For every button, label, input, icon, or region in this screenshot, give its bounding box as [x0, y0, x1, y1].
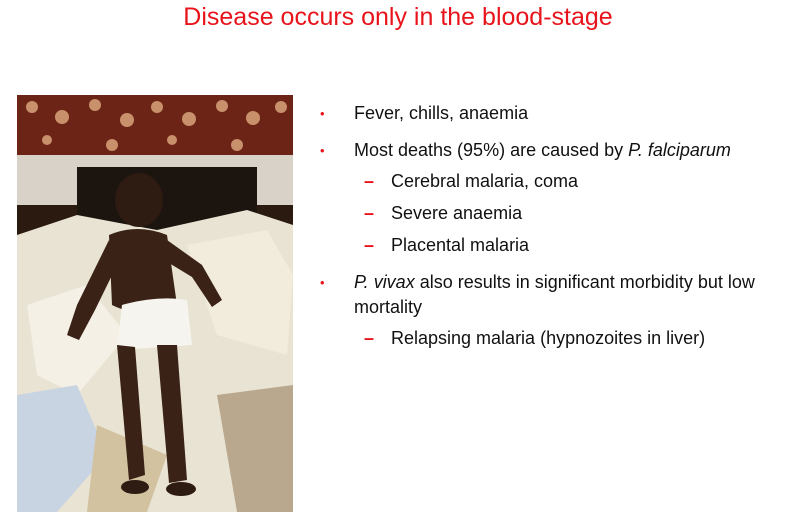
bullet-item-3	[320, 270, 790, 320]
dash-marker: –	[364, 235, 375, 255]
bullet-marker: •	[320, 275, 325, 290]
patient-photo-illustration	[17, 95, 293, 512]
sub-bullet-text: Placental malaria	[391, 235, 530, 255]
bullet-item-2	[320, 138, 790, 163]
bullet-text: Most deaths (95%) are caused by	[354, 140, 629, 160]
sub-bullet-text: Cerebral malaria, coma	[391, 171, 579, 191]
bullet-item-1	[320, 101, 790, 126]
bullet-text-italic: P. vivax	[354, 272, 415, 292]
sub-bullet-item	[320, 233, 790, 258]
sub-bullet-item	[320, 169, 790, 194]
sub-bullet-list	[320, 326, 790, 351]
patient-photo	[17, 95, 293, 512]
sub-bullet-list	[320, 169, 790, 258]
dash-marker: –	[364, 328, 375, 348]
sub-bullet-text: Relapsing malaria (hypnozoites in liver)	[391, 328, 706, 348]
bullet-list	[320, 101, 790, 363]
bullet-text-italic: P. falciparum	[628, 140, 731, 160]
bullet-marker: •	[320, 106, 325, 121]
bullet-marker: •	[320, 143, 325, 158]
bullet-text: Fever, chills, anaemia	[354, 103, 529, 123]
bullet-text: also results in significant morbidity but low mortality	[354, 272, 755, 317]
dash-marker: –	[364, 203, 375, 223]
slide-title: Disease occurs only in the blood-stage	[183, 3, 613, 31]
sub-bullet-item	[320, 201, 790, 226]
dash-marker: –	[364, 171, 375, 191]
sub-bullet-item	[320, 326, 790, 351]
sub-bullet-text: Severe anaemia	[391, 203, 523, 223]
